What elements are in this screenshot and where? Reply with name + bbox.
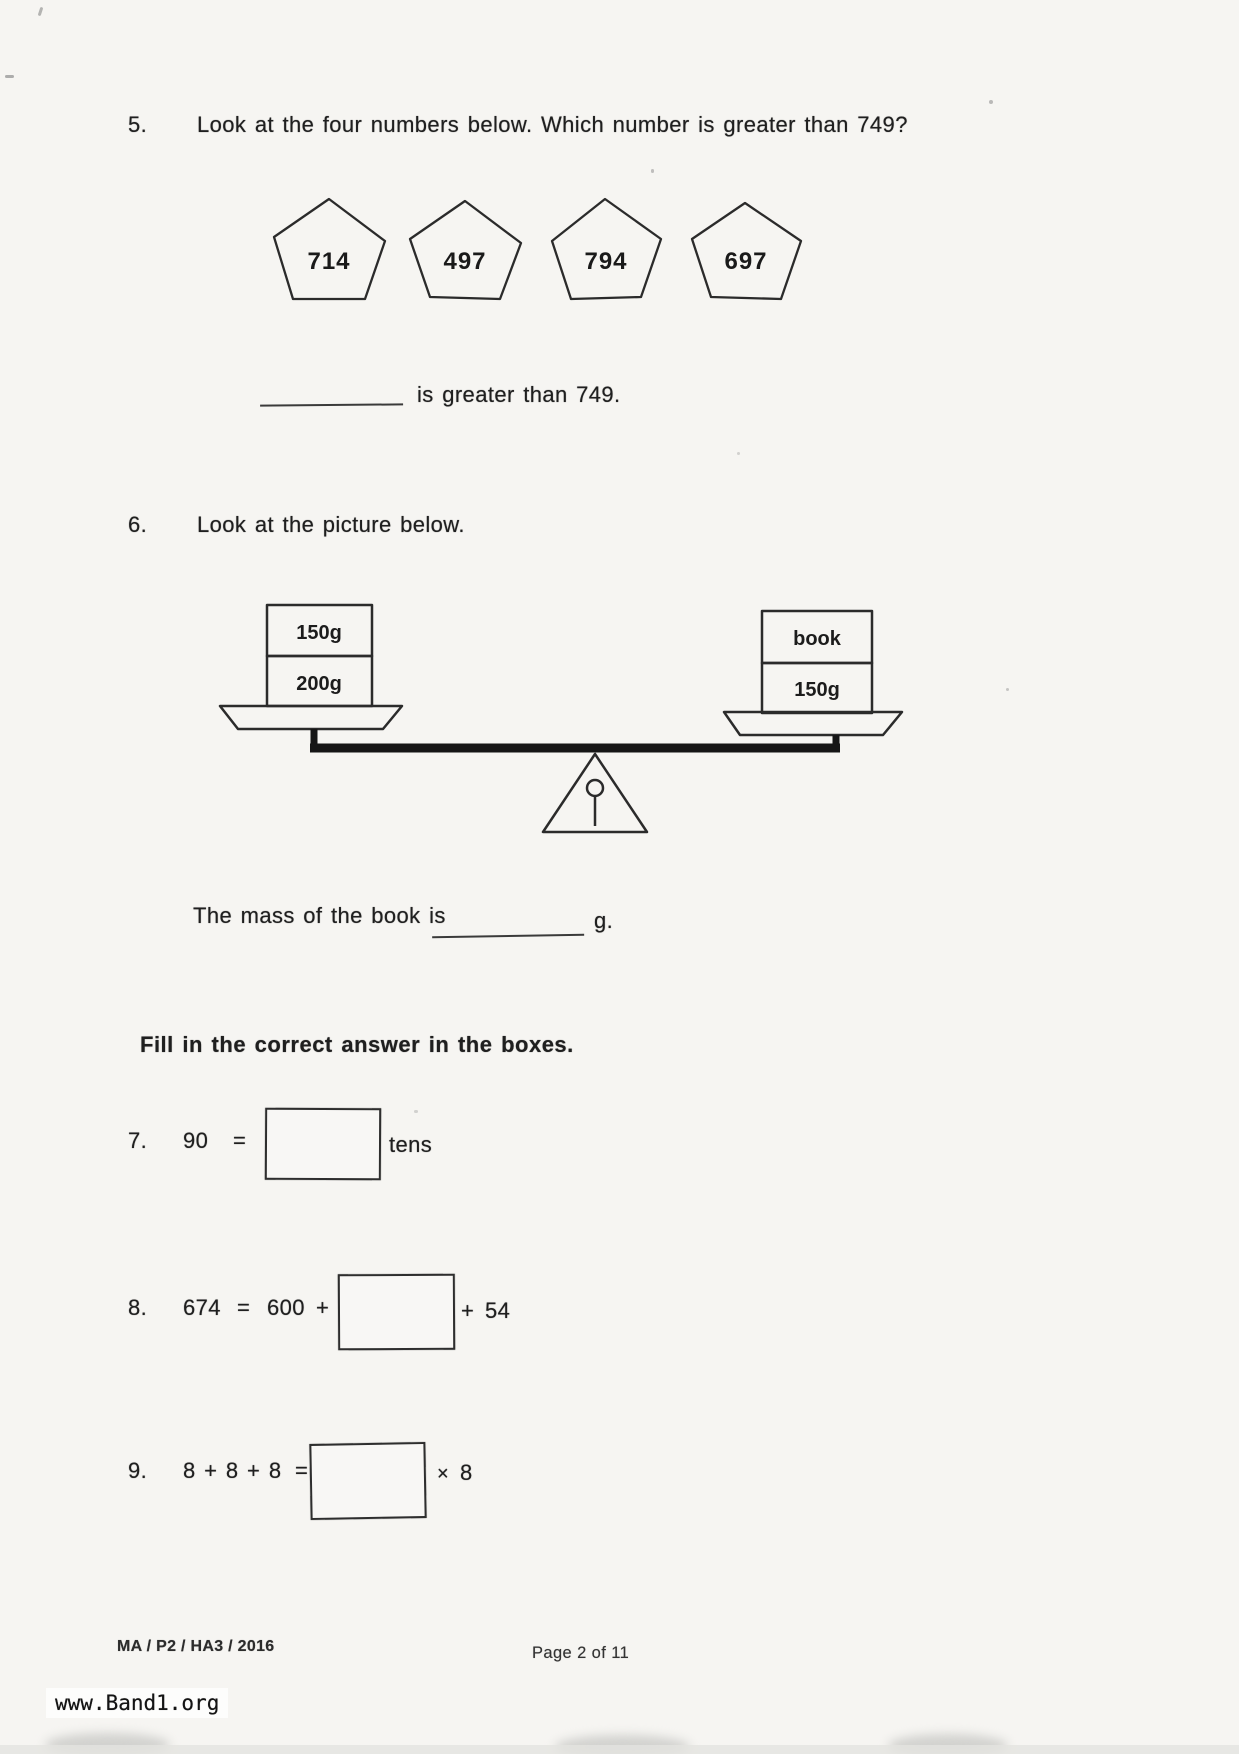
q9-times-sign: × (437, 1463, 450, 1485)
q7-number: 7. (128, 1128, 148, 1153)
left-pan (220, 706, 402, 729)
scan-speck (1006, 688, 1009, 691)
left-weight-bottom-label: 200g (296, 673, 342, 695)
q9-answer-box (309, 1442, 426, 1520)
pentagon-value-3: 794 (584, 248, 628, 275)
left-weight-top-label: 150g (296, 622, 342, 644)
q7-suffix: tens (389, 1132, 433, 1157)
q8-plus-sign-1: + (316, 1295, 330, 1320)
q8-term-3: 54 (485, 1298, 511, 1323)
q8-number: 8. (128, 1295, 148, 1320)
q6-answer-blank (432, 914, 584, 938)
q5-number: 5. (128, 112, 148, 137)
pentagon-value-4: 697 (724, 248, 768, 275)
scan-speck (737, 452, 740, 455)
scan-edge-shadow (0, 1745, 1239, 1754)
q8-term-2: 600 (267, 1295, 305, 1320)
balance-scale-figure (210, 598, 910, 843)
right-weight-top-label: book (793, 628, 841, 650)
q8-equals-sign: = (237, 1295, 251, 1320)
q5-answer-blank (260, 383, 403, 406)
q8-plus-sign-2: + (461, 1298, 475, 1323)
q5-text: Look at the four numbers below. Which number is greater than 749? (197, 112, 908, 137)
scan-speck (38, 7, 44, 16)
q6-mass-suffix: g. (594, 908, 614, 933)
scan-speck (651, 169, 654, 173)
q6-mass-prefix: The mass of the book is (193, 903, 446, 928)
right-weight-bottom-label: 150g (794, 679, 840, 701)
footer-doc-code: MA / P2 / HA3 / 2016 (117, 1638, 275, 1655)
q7-equals-sign: = (233, 1128, 247, 1153)
fulcrum-pin-icon (587, 780, 603, 796)
q8-term-1: 674 (183, 1295, 221, 1320)
pentagon-value-1: 714 (307, 248, 351, 275)
section-heading: Fill in the correct answer in the boxes. (140, 1032, 574, 1057)
q9-lhs: 8 + 8 + 8 (183, 1458, 282, 1483)
scan-speck (414, 1110, 418, 1113)
q5-answer-suffix: is greater than 749. (417, 382, 621, 407)
q9-term: 8 (460, 1460, 473, 1485)
scan-speck (989, 100, 993, 104)
q6-number: 6. (128, 512, 148, 537)
pentagon-value-2: 497 (443, 248, 487, 275)
footer-watermark: www.Band1.org (46, 1688, 228, 1718)
q9-equals-sign: = (295, 1458, 309, 1483)
q9-number: 9. (128, 1458, 148, 1483)
q7-lhs: 90 (183, 1128, 209, 1153)
scan-speck (5, 75, 14, 78)
q8-answer-box (338, 1274, 455, 1351)
q6-text: Look at the picture below. (197, 512, 465, 537)
q7-answer-box (265, 1108, 381, 1181)
right-pan (724, 712, 902, 735)
pentagon-number-group (253, 194, 813, 304)
footer-page-number: Page 2 of 11 (532, 1644, 630, 1662)
